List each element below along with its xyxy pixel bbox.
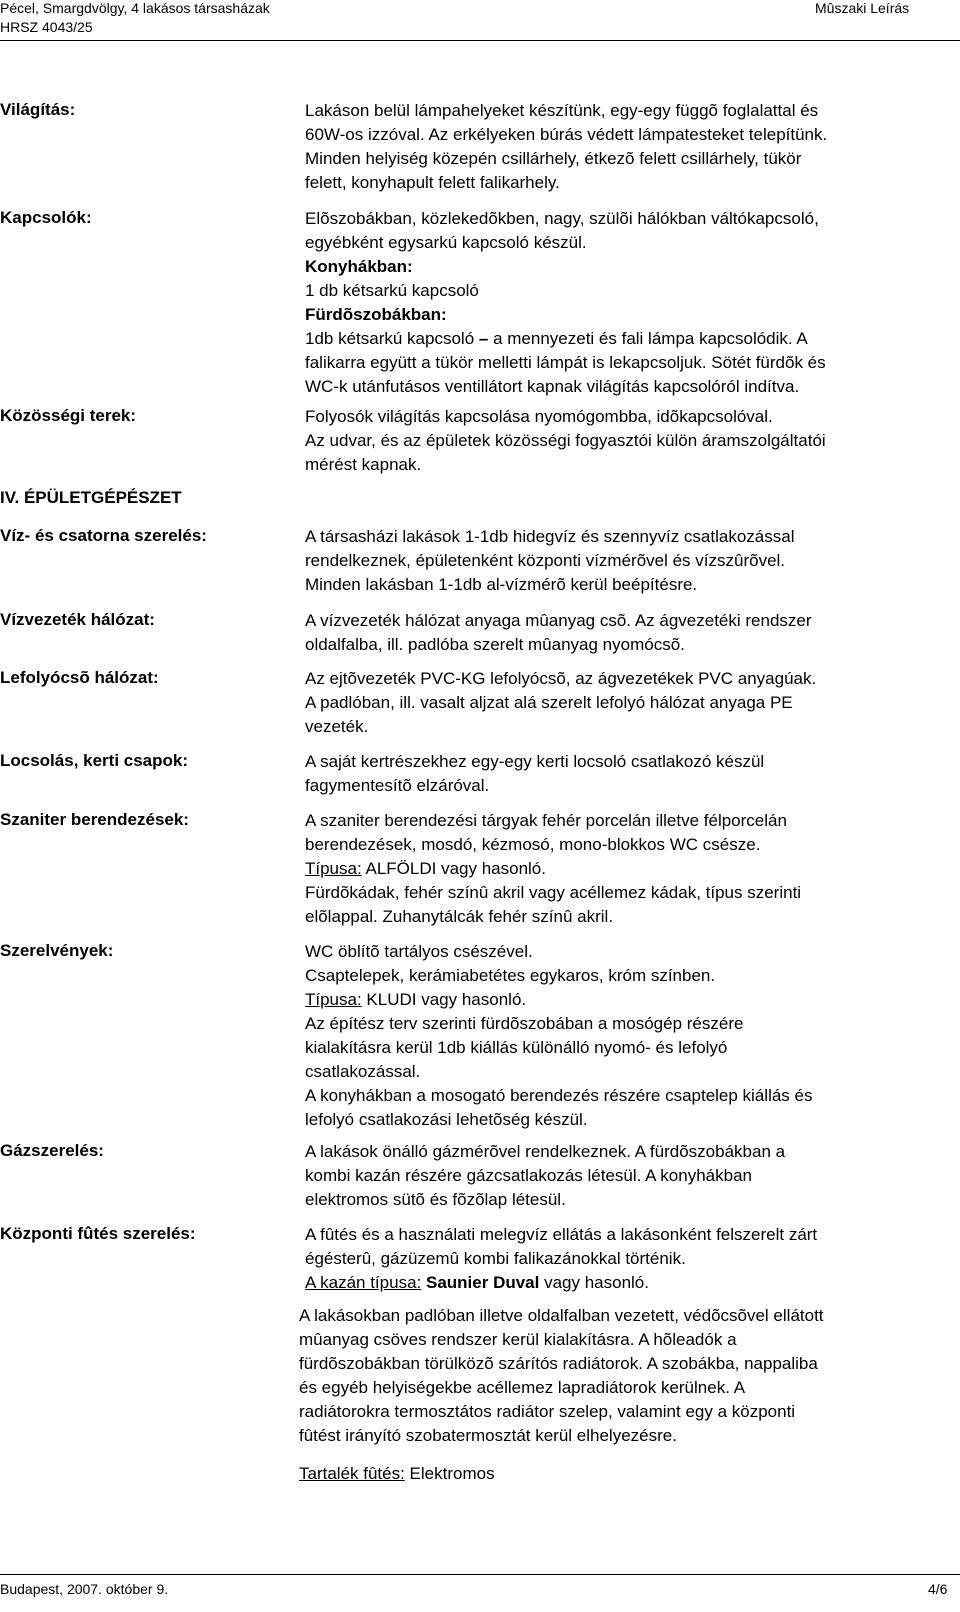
text-line: Minden lakásban 1-1db al-vízmérõ kerül beépítésre. bbox=[305, 575, 698, 594]
text-szerelvenyek bbox=[305, 940, 957, 1132]
text-line: Csaptelepek, kerámiabetétes egykaros, króm színben. bbox=[305, 966, 716, 985]
text-line: 1 db kétsarkú kapcsoló bbox=[305, 281, 479, 300]
label-gazszereles: Gázszerelés: bbox=[0, 1141, 104, 1160]
text-line: fagymentesítõ elzáróval. bbox=[305, 776, 490, 795]
header-divider bbox=[0, 40, 960, 41]
text-line: A fûtés és a használati melegvíz ellátás a lakásonként felszerelt zárt bbox=[305, 1225, 818, 1244]
footer-page-number: 4/6 bbox=[928, 1581, 948, 1597]
text-viz-csatorna bbox=[305, 525, 957, 597]
text-dash: – bbox=[478, 329, 489, 348]
text-line: WC-k utánfutásos ventillátort kapnak világítás kapcsolóról indítva. bbox=[305, 377, 800, 396]
text-line: elõlappal. Zuhanytálcák fehér színû akril. bbox=[305, 907, 614, 926]
text-line: A lakások önálló gázmérõvel rendelkeznek. A fürdõszobákban a bbox=[305, 1142, 786, 1161]
subheading-konyhakban: Konyhákban: bbox=[305, 257, 413, 276]
text-line bbox=[305, 327, 957, 351]
header-left-title: Pécel, Smargdvölgy, 4 lakásos társasházak bbox=[0, 0, 270, 16]
text-futes-rendszer bbox=[299, 1304, 951, 1448]
text-line: kombi kazán részére gázcsatlakozás létesül. A konyhákban bbox=[305, 1166, 752, 1185]
text-line: vezeték. bbox=[305, 717, 369, 736]
text-line: A konyhákban a mosogató berendezés részére csaptelep kiállás és bbox=[305, 1086, 813, 1105]
text-line: fûtést irányító szobatermosztát kerül elhelyezésre. bbox=[299, 1426, 677, 1445]
text-line: A szaniter berendezési tárgyak fehér porcelán illetve félporcelán bbox=[305, 811, 787, 830]
boiler-type-value: Saunier Duval bbox=[425, 1273, 540, 1292]
text-vilagitas bbox=[305, 99, 957, 195]
text-line: Minden helyiség közepén csillárhely, étkezõ felett csillárhely, tükör bbox=[305, 149, 802, 168]
label-vizvezetek: Vízvezeték hálózat: bbox=[0, 610, 155, 629]
label-locsolas: Locsolás, kerti csapok: bbox=[0, 751, 189, 770]
backup-heating-label: Tartalék fûtés: bbox=[299, 1464, 405, 1483]
label-vilagitas: Világítás: bbox=[0, 100, 76, 119]
text-line: A vízvezeték hálózat anyaga mûanyag csõ. Az ágvezetéki rendszer bbox=[305, 611, 812, 630]
text-kozossegi bbox=[305, 405, 957, 477]
text-kozponti-futes bbox=[305, 1223, 957, 1295]
text-line: falikarra együtt a tükör melletti lámpát is lekapcsoljuk. Sötét fürdõk és bbox=[305, 353, 826, 372]
footer-divider bbox=[0, 1574, 960, 1575]
text-line: A társasházi lakások 1-1db hidegvíz és szennyvíz csatlakozással bbox=[305, 527, 795, 546]
text-line: fürdõszobákban törülközõ szárítós radiátorok. A szobákba, nappaliba bbox=[299, 1354, 818, 1373]
label-lefolyocso: Lefolyócsõ hálózat: bbox=[0, 668, 159, 687]
text-line: 60W-os izzóval. Az erkélyeken búrás védett lámpatesteket telepítünk. bbox=[305, 125, 828, 144]
label-epuletgepeszet: IV. ÉPÜLETGÉPÉSZET bbox=[0, 488, 182, 507]
label-kozponti-futes: Központi fûtés szerelés: bbox=[0, 1224, 196, 1243]
header-right-title: Mûszaki Leírás bbox=[815, 0, 910, 16]
header-left-hrsz: HRSZ 4043/25 bbox=[0, 19, 93, 35]
text-line: egyébként egysarkú kapcsoló készül. bbox=[305, 233, 587, 252]
type-label: Típusa: bbox=[305, 859, 362, 878]
text-line: lefolyó csatlakozási lehetõség készül. bbox=[305, 1110, 588, 1129]
text-tartalek-futes bbox=[299, 1462, 951, 1486]
text-vizvezetek bbox=[305, 609, 957, 657]
label-szerelvenyek: Szerelvények: bbox=[0, 941, 114, 960]
boiler-type-label: A kazán típusa: bbox=[305, 1273, 422, 1292]
text-line: kialakításra kerül 1db kiállás különálló nyomó- és lefolyó bbox=[305, 1038, 728, 1057]
type-value: ALFÖLDI vagy hasonló. bbox=[361, 859, 546, 878]
text-line: mûanyag csöves rendszer kerül kialakításra. A hõleadók a bbox=[299, 1330, 737, 1349]
text-line: A padlóban, ill. vasalt aljzat alá szerelt lefolyó hálózat anyaga PE bbox=[305, 693, 793, 712]
text-line: csatlakozással. bbox=[305, 1062, 421, 1081]
text-line: radiátorokra termosztátos radiátor szelep, valamint egy a központi bbox=[299, 1402, 796, 1421]
label-viz-csatorna: Víz- és csatorna szerelés: bbox=[0, 526, 207, 545]
label-kozossegi-terek: Közösségi terek: bbox=[0, 406, 137, 425]
text-locsolas bbox=[305, 750, 957, 798]
text-line bbox=[305, 1271, 957, 1295]
text-kapcsolok bbox=[305, 207, 957, 399]
text-line bbox=[305, 857, 957, 881]
footer-date: Budapest, 2007. október 9. bbox=[0, 1581, 169, 1597]
text-line: elektromos sütõ és fõzõlap létesül. bbox=[305, 1190, 566, 1209]
type-label: Típusa: bbox=[305, 990, 362, 1009]
text-line: és egyéb helyiségekbe acéllemez lapradiátorok kerülnek. A bbox=[299, 1378, 746, 1397]
text-line: oldalfalba, ill. padlóba szerelt mûanyag nyomócsõ. bbox=[305, 635, 685, 654]
type-value: KLUDI vagy hasonló. bbox=[361, 990, 527, 1009]
text-line: berendezések, mosdó, kézmosó, mono-blokkos WC csésze. bbox=[305, 835, 761, 854]
text-line: Az udvar, és az épületek közösségi fogyasztói külön áramszolgáltatói bbox=[305, 431, 826, 450]
text-line bbox=[305, 988, 957, 1012]
subheading-furdoszobakban: Fürdõszobákban: bbox=[305, 305, 447, 324]
text-gazszereles bbox=[305, 1140, 957, 1212]
text-line bbox=[299, 1462, 951, 1486]
text-szaniter bbox=[305, 809, 957, 929]
text-line: Az ejtõvezeték PVC-KG lefolyócsõ, az ágvezetékek PVC anyagúak. bbox=[305, 669, 817, 688]
text-lefolyocso bbox=[305, 667, 957, 739]
text-line: felett, konyhapult felett falikarhely. bbox=[305, 173, 560, 192]
text-fragment: a mennyezeti és fali lámpa kapcsolódik. A bbox=[488, 329, 808, 348]
text-line: Az építész terv szerinti fürdõszobában a mosógép részére bbox=[305, 1014, 744, 1033]
text-line: rendelkeznek, épületenként központi vízmérõvel és vízszûrõvel. bbox=[305, 551, 786, 570]
text-line: A saját kertrészekhez egy-egy kerti locsoló csatlakozó készül bbox=[305, 752, 765, 771]
text-line: mérést kapnak. bbox=[305, 455, 422, 474]
label-kapcsolok: Kapcsolók: bbox=[0, 208, 92, 227]
text-line: égésterû, gázüzemû kombi falikazánokkal történik. bbox=[305, 1249, 686, 1268]
text-fragment: 1db kétsarkú kapcsoló bbox=[305, 329, 479, 348]
label-szaniter: Szaniter berendezések: bbox=[0, 810, 189, 829]
backup-heating-value: Elektromos bbox=[404, 1464, 495, 1483]
text-line: WC öblítõ tartályos csészével. bbox=[305, 942, 533, 961]
text-line: Elõszobákban, közlekedõkben, nagy, szülõi hálókban váltókapcsoló, bbox=[305, 209, 819, 228]
text-line: A lakásokban padlóban illetve oldalfalban vezetett, védõcsõvel ellátott bbox=[299, 1306, 824, 1325]
text-line: Lakáson belül lámpahelyeket készítünk, egy-egy függõ foglalattal és bbox=[305, 101, 819, 120]
text-line: Folyosók világítás kapcsolása nyomógombba, idõkapcsolóval. bbox=[305, 407, 773, 426]
text-fragment: vagy hasonló. bbox=[539, 1273, 649, 1292]
text-line: Fürdõkádak, fehér színû akril vagy acéllemez kádak, típus szerinti bbox=[305, 883, 802, 902]
